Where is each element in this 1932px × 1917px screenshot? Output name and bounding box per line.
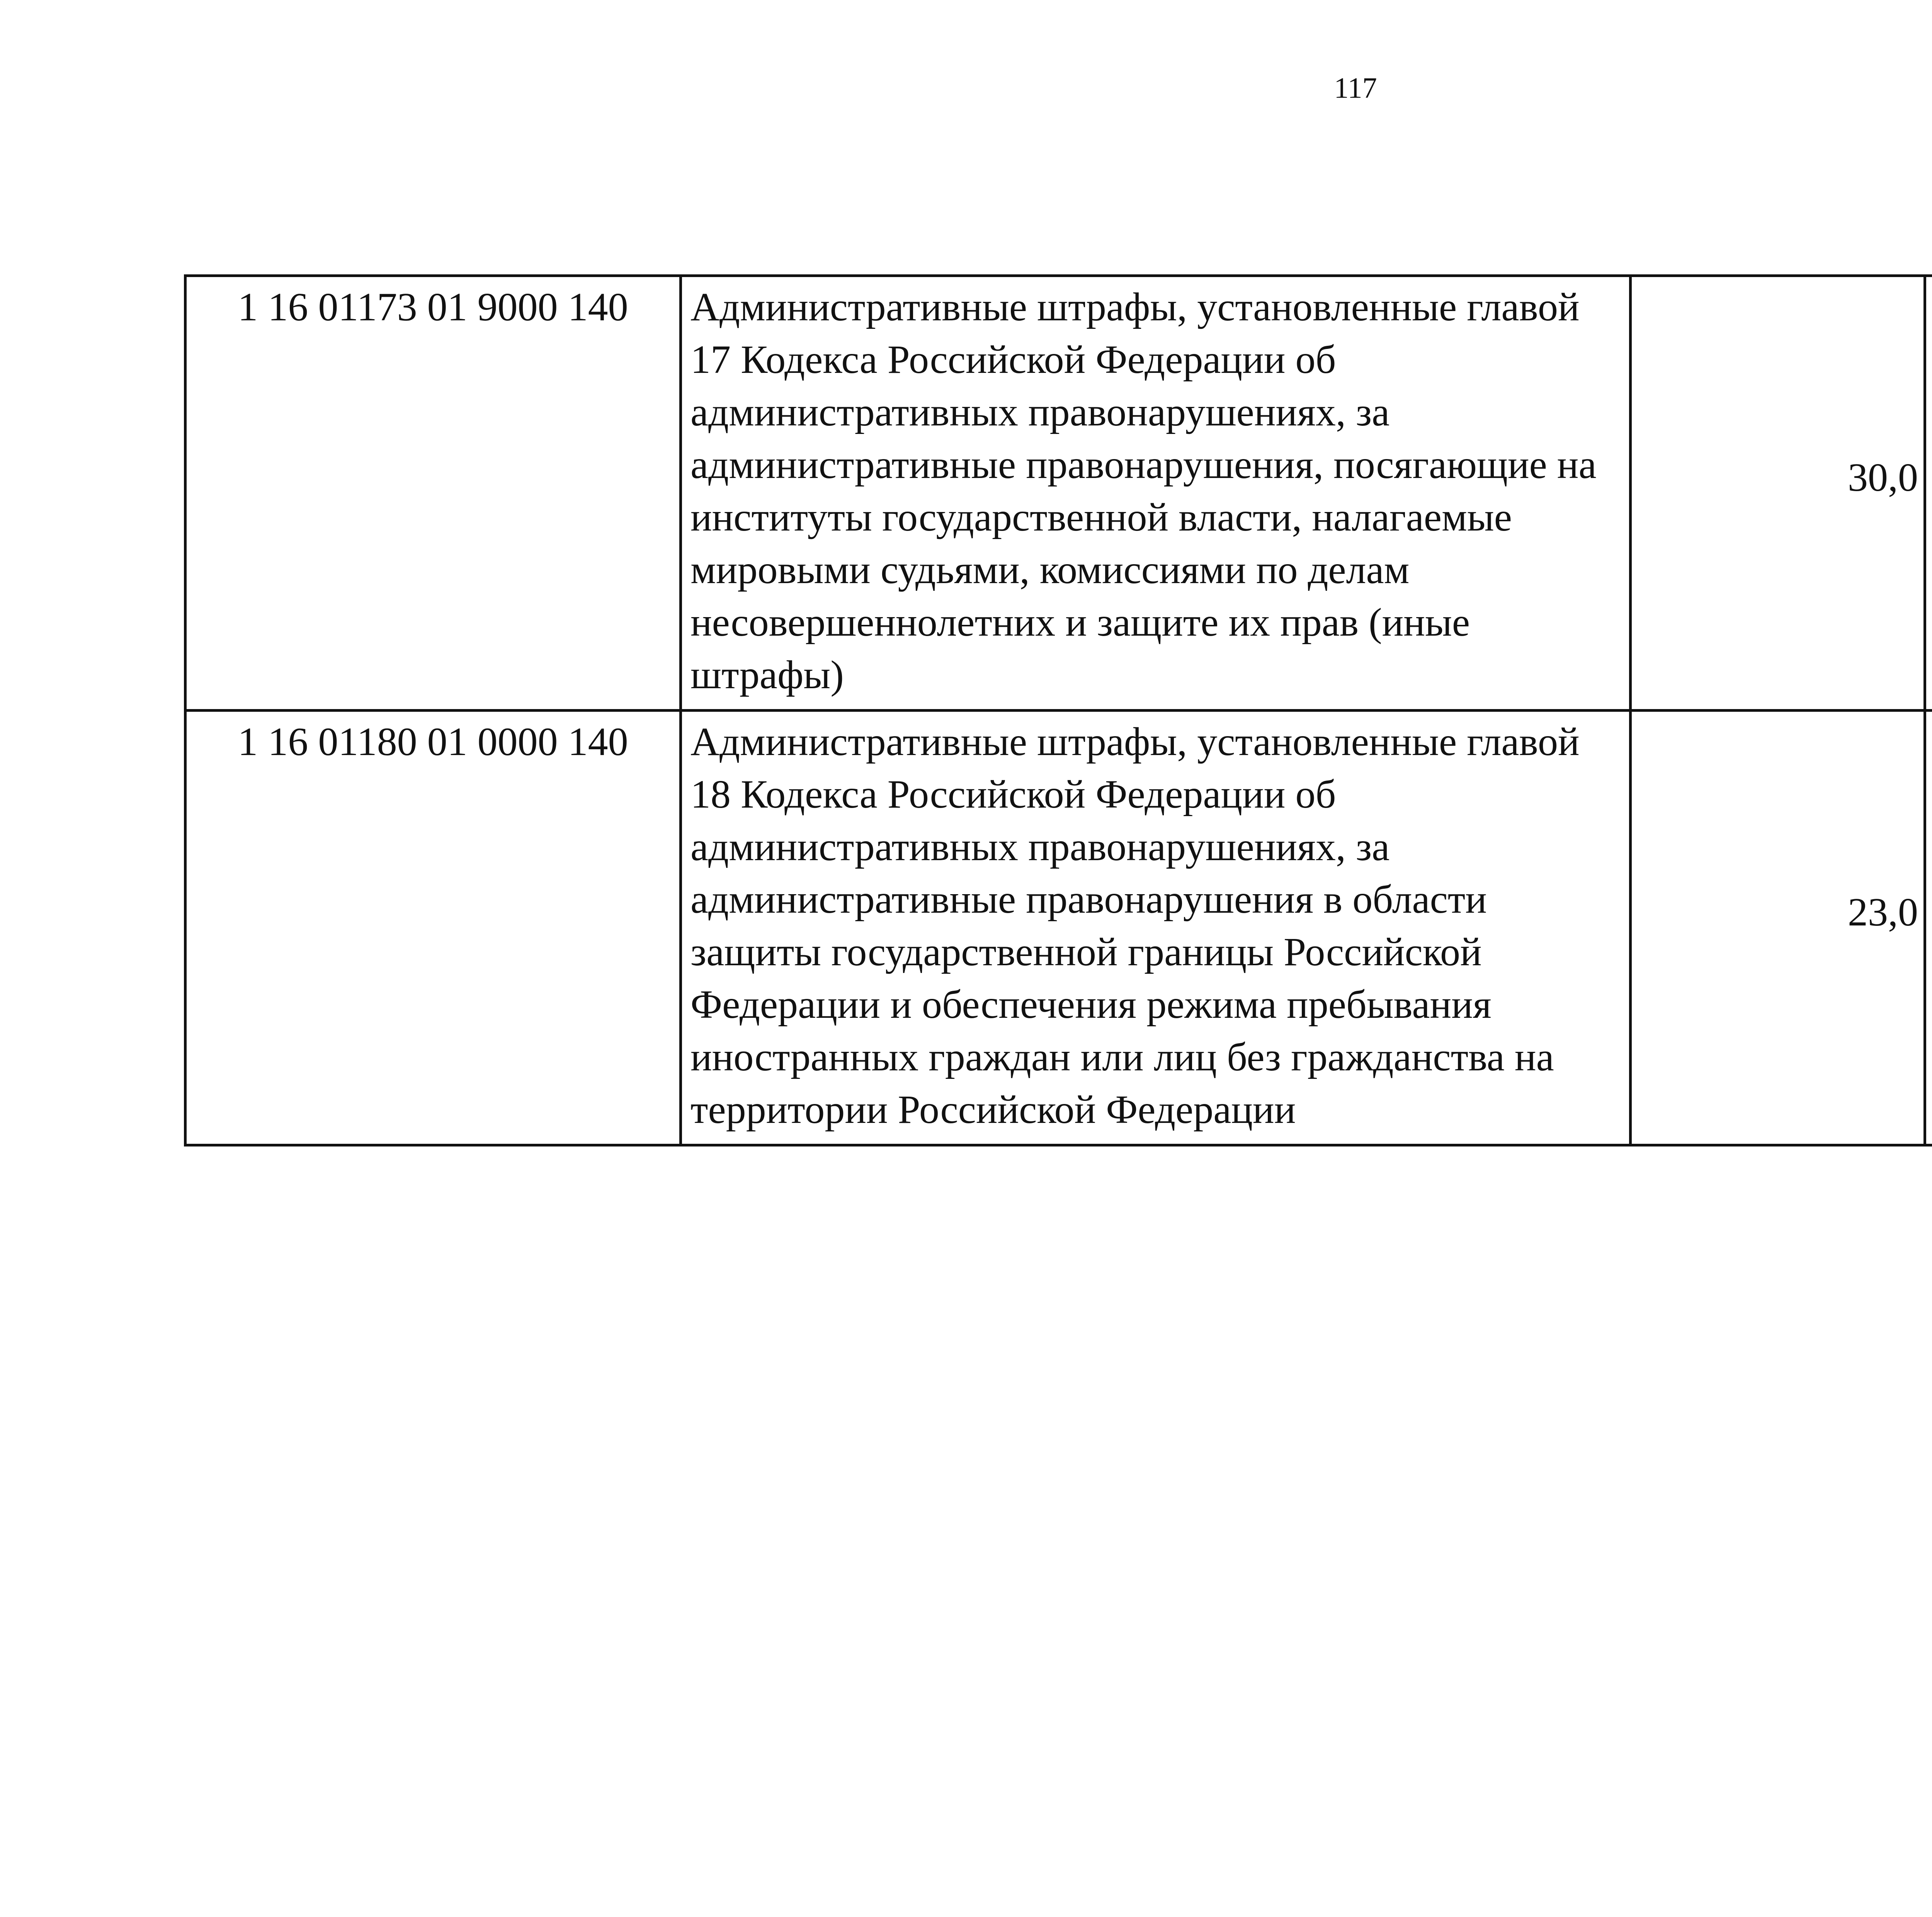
amount-cell-1 (1631, 711, 1925, 1145)
budget-code-cell (185, 711, 681, 1145)
table-row (185, 711, 1932, 1145)
budget-code-cell (185, 276, 681, 711)
amount-cell-1 (1631, 276, 1925, 711)
description-cell (681, 711, 1631, 1145)
revenue-description: Административные штрафы, установленные главой 18 Кодекса Российской Федерации об административных правонарушениях, за административные правонарушения в области защиты государственной границы Российской Федерации и обеспечения режима пребывания иностранных граждан или лиц без гражданства на территории Российской Федерации (690, 720, 1580, 1132)
amount-value: 23,0 (1848, 890, 1918, 934)
amount-value: 30,0 (1848, 455, 1918, 500)
budget-code: 1 16 01173 01 9000 140 (238, 285, 628, 329)
table-row (185, 276, 1932, 711)
amount-value (1926, 451, 1932, 504)
revenue-description: Административные штрафы, установленные главой 17 Кодекса Российской Федерации об административных правонарушениях, за административные правонарушения, посягающие на институты государственной власти, налагаемые мировыми судьями, комиссиями по делам несовершеннолетних и защите их прав (иные штрафы) (690, 285, 1597, 697)
amount-cell-2 (1925, 276, 1932, 711)
budget-code: 1 16 01180 01 0000 140 (238, 720, 628, 764)
amount-value (1926, 886, 1932, 939)
budget-table (184, 274, 1932, 1146)
amount-cell-2 (1925, 711, 1932, 1145)
description-cell (681, 276, 1631, 711)
page-number: 117 (1334, 72, 1377, 104)
